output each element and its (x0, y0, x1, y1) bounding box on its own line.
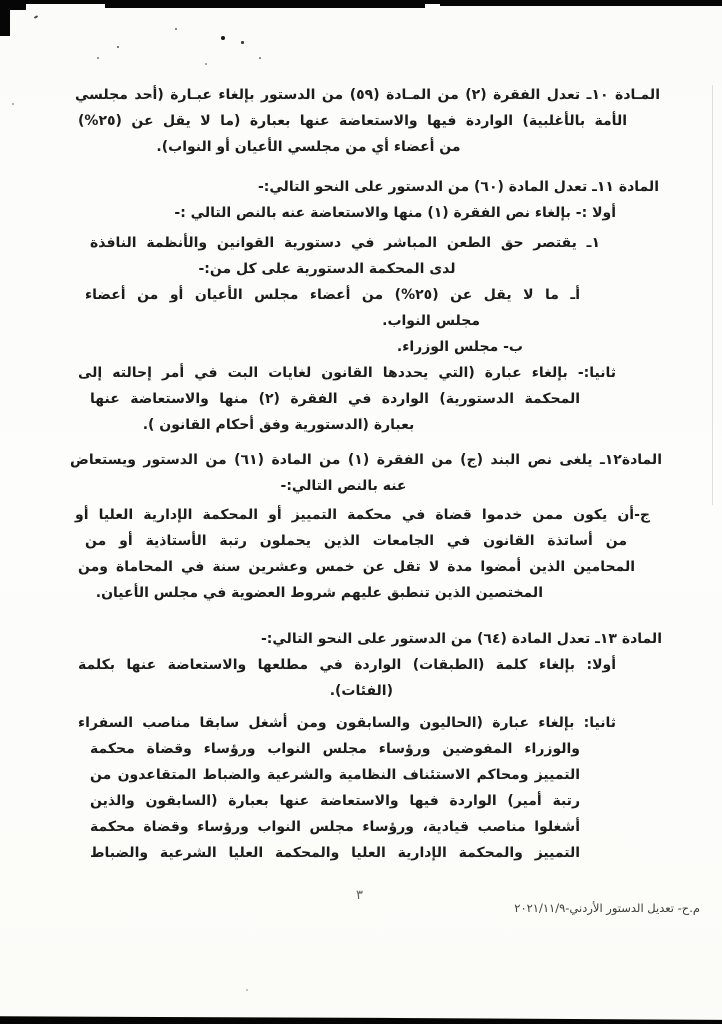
scan-speck (97, 57, 99, 59)
scan-speck (12, 103, 14, 105)
text-line: من أساتذة القانون في الجامعات الذين يحملون رتبة الأستاذية أو من (85, 533, 627, 549)
paragraph-article-10 (65, 82, 662, 160)
paragraph-article-11-first (65, 200, 662, 226)
paragraph-article-12-item-c (65, 502, 662, 606)
text-line: ب- مجلس الوزراء. (396, 339, 523, 355)
text-line: ١ـ يقتصر حق الطعن المباشر في دستورية القوانين والأنظمة النافذة (90, 235, 600, 251)
scan-edge-top-segment (440, 0, 722, 6)
scan-speck (34, 15, 38, 19)
paragraph-article-11-item-b (65, 334, 662, 360)
text-line: أـ ما لا يقل عن (٢٥%) من أعضاء مجلس الأعيان أو من أعضاء (85, 287, 581, 303)
scan-edge-bottom (0, 1013, 722, 1024)
text-line: أولا: بإلغاء كلمة (الطبقات) الواردة في مطلعها والاستعاضة عنها بكلمة (78, 657, 616, 673)
text-line: عنه بالنص التالي:- (280, 478, 407, 494)
scan-speck (241, 41, 244, 44)
paragraph-article-11-item-1 (65, 230, 662, 282)
text-line: أشغلوا مناصب قيادية، ورؤساء مجلس النواب ورؤساء وقضاة محكمة (90, 819, 580, 835)
text-line: رتبة أمير) الواردة فيها والاستعاضة عنها بعبارة (السابقون والذين (90, 793, 580, 809)
text-line: المحامين الذين أمضوا مدة لا تقل عن خمس وعشرين سنة في المحاماة ومن (78, 559, 635, 575)
text-line: من أعضاء أي من مجلسي الأعيان أو النواب). (156, 139, 461, 155)
paragraph-article-11-second (65, 360, 662, 438)
text-line: والوزراء المفوضين ورؤساء مجلس النواب ورؤساء وقضاة محكمة (90, 741, 580, 757)
scan-edge-top-segment (105, 0, 425, 8)
footer-note: م.ح- تعديل الدستور الأردني-٢٠٢١/١١/٩ (514, 901, 700, 915)
text-line: المـادة ١٠ـ تعدل الفقرة (٢) من المـادة (٥٩) من الدستور بإلغاء عبـارة (أحد مجلسي (75, 87, 660, 103)
text-line: ثانيا: بإلغاء عبارة (الحاليون والسابقون ومن أشغل سابقا مناصب السفراء (78, 715, 616, 731)
paragraph-article-13-header (65, 626, 662, 652)
text-line: المحكمة الدستورية) الواردة في الفقرة (٢) منها والاستعاضة عنها (90, 391, 581, 407)
paragraph-article-11-item-a (65, 282, 662, 334)
paragraph-article-13-second (65, 710, 662, 866)
text-line: لدى المحكمة الدستورية على كل من:- (198, 261, 456, 277)
scan-speck (259, 57, 261, 59)
text-line: المختصين الذين تنطبق عليهم شروط العضوية في مجلس الأعيان. (95, 585, 543, 601)
scan-speck (205, 63, 207, 65)
text-line: المادة ١٣ـ تعدل المادة (٦٤) من الدستور على النحو التالي:- (260, 631, 662, 647)
text-line: التمييز ومحاكم الاستئناف النظامية والشرعية والضباط المتقاعدون من (90, 767, 580, 783)
paragraph-article-13-first (65, 652, 662, 704)
page-number: ٣ (356, 888, 363, 903)
scan-edge-corner (0, 0, 26, 10)
text-line: مجلس النواب. (382, 313, 480, 329)
paragraph-article-12 (65, 447, 662, 499)
document-text (65, 82, 662, 866)
text-line: المادة ١١ـ تعدل المادة (٦٠) من الدستور على النحو التالي:- (257, 179, 659, 195)
text-line: أولا :- بإلغاء نص الفقرة (١) منها والاستعاضة عنه بالنص التالي :- (174, 205, 616, 221)
scan-speck (246, 989, 248, 991)
text-line: التمييز والمحكمة الإدارية العليا والمحكمة العليا الشرعية والضباط (90, 845, 580, 861)
text-line: المادة١٢ـ يلغى نص البند (ج) من الفقرة (١) من المادة (٦١) من الدستور ويستعاض (70, 452, 662, 468)
scan-paper-edge-line (712, 85, 713, 505)
scan-speck (221, 36, 225, 40)
text-line: (الفئات). (329, 683, 393, 699)
text-line: بعبارة (الدستورية وفق أحكام القانون ). (142, 417, 415, 433)
paragraph-article-11-header (65, 174, 662, 200)
text-line: ج-أن يكون ممن خدموا قضاة في محكمة التمييز أو المحكمة الإدارية العليا أو (75, 507, 650, 523)
scan-speck (175, 28, 177, 30)
text-line: ثانيا:- بإلغاء عبارة (التي يحددها القانون لغايات البت في أمر إحالته إلى (78, 365, 616, 381)
scan-speck (117, 46, 119, 48)
text-line: الأمة بالأغلبية) الواردة فيها والاستعاضة عنها بعبارة (ما لا يقل عن (٢٥%) (78, 113, 627, 129)
